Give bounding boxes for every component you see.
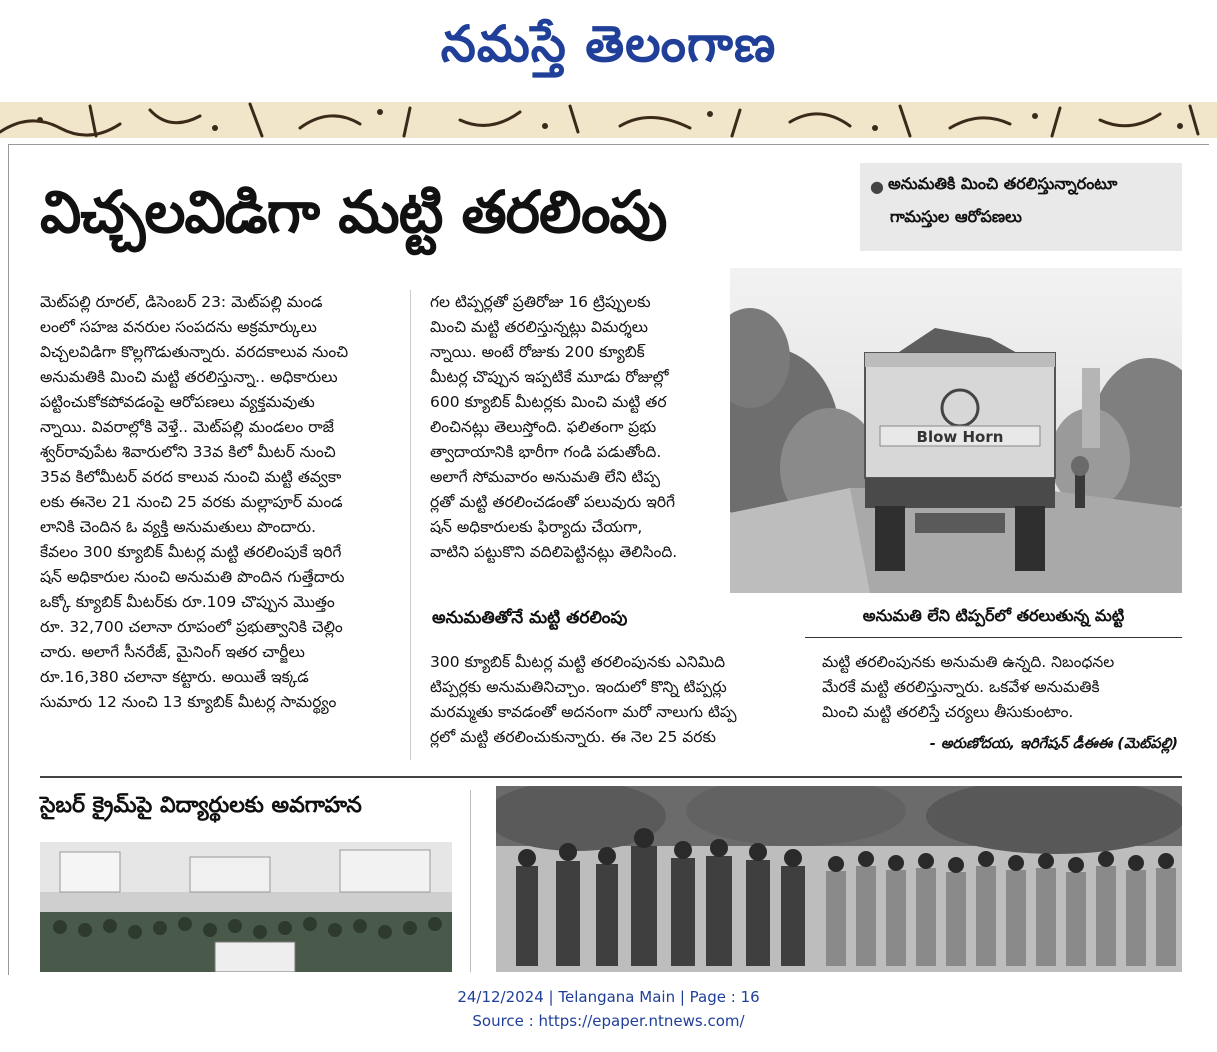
masthead-title: నమస్తే తెలంగాణ — [440, 14, 777, 73]
text-line: 300 క్యూబిక్‌ మీటర్ల మట్టి తరలింపునకు ఎనిమిది — [430, 653, 726, 671]
article-column-3b — [822, 650, 1178, 725]
text-line: గల టిప్పర్లతో ప్రతిరోజు 16 ట్రిప్పులకు — [430, 293, 651, 311]
text-line: రూ.16,380 చలానా కట్టారు. అయితే ఇక్కడ — [40, 668, 309, 686]
section-rule — [40, 776, 1182, 778]
text-line: అనుమతికి మించి మట్టి తరలిస్తున్నా.. అధికారులు — [40, 368, 338, 386]
decorative-banner — [0, 102, 1217, 138]
text-line: అలాగే సోమవారం అనుమతి లేని టిప్ప — [430, 468, 660, 486]
subhead-line: గామస్తుల ఆరోపణలు — [890, 207, 1022, 226]
truck-sign-text: Blow Horn — [916, 428, 1004, 446]
text-line: మెట్‌పల్లి రూరల్‌, డిసెంబర్‌ 23: మెట్‌పల్లి మండ — [40, 293, 323, 311]
text-line: చారు. అలాగే సీనరేజ్‌, మైనింగ్‌ ఇతర చార్జీలు — [40, 643, 305, 661]
students-gathering-photo — [40, 842, 452, 972]
text-line: మరమ్మతు కావడంతో అదనంగా మరో నాలుగు టిప్ప — [430, 703, 737, 721]
text-line: మట్టి తరలింపునకు అనుమతి ఉన్నది. నిబంధనల — [822, 653, 1115, 671]
text-line: షన్‌ అధికారులకు ఫిర్యాదు చేయగా, — [430, 518, 643, 536]
article-column-1 — [40, 290, 398, 715]
text-line: లంలో సహజ వనరుల సంపదను అక్రమార్కులు — [40, 318, 317, 336]
text-line: పట్టించుకోకపోవడంపై ఆరోపణలు వ్యక్తమవుతు — [40, 393, 315, 411]
text-line: మించి మట్టి తరలిస్తున్నట్లు విమర్శలు — [430, 318, 649, 336]
text-line: మించి మట్టి తరలిస్తే చర్యలు తీసుకుంటాం. — [822, 703, 1074, 721]
article-column-2 — [430, 290, 720, 565]
subhead-line: అనుమతికి మించి తరలిస్తున్నారంటూ — [888, 174, 1118, 193]
subheading: అనుమతితోనే మట్టి తరలింపు — [432, 608, 628, 628]
bullet-icon: ● — [870, 177, 884, 196]
text-line: కేవలం 300 క్యూబిక్‌ మీటర్ల మట్టి తరలింపుకే ఇరిగే — [40, 543, 342, 561]
text-line: మేరకే మట్టి తరలిస్తున్నారు. ఒకవేళ అనుమతికి — [822, 678, 1100, 696]
text-line: ఒక్కో క్యూబిక్‌ మీటర్‌కు రూ.109 చొప్పున మొత్తం — [40, 593, 335, 611]
column-divider — [470, 790, 471, 972]
footer-source-link[interactable]: Source : https://epaper.ntnews.com/ — [472, 1012, 745, 1030]
subhead-box — [860, 163, 1182, 251]
text-line: లానికి చెందిన ఓ వ్యక్తి అనుమతులు పొందారు. — [40, 518, 317, 536]
text-line: టిప్పర్లకు అనుమతినిచ్చాం. ఇందులో కొన్ని టిప్పర్లు — [430, 678, 727, 696]
article2-headline: సైబర్‌ క్రైమ్‌పై విద్యార్థులకు అవగాహన — [40, 793, 362, 818]
text-line: మీటర్ల చొప్పున ఇప్పటికే మూడు రోజుల్లో — [430, 368, 669, 386]
students-group-photo — [496, 786, 1182, 972]
text-line: వాటిని పట్టుకొని వదిలిపెట్టినట్లు తెలిసింది. — [430, 543, 678, 561]
text-line: లకు ఈనెల 21 నుంచి 25 వరకు మల్లాపూర్‌ మండ — [40, 493, 343, 511]
masthead — [0, 0, 1217, 100]
text-line: న్నాయి. అంటే రోజుకు 200 క్యూబిక్‌ — [430, 343, 645, 361]
text-line: ర్లతో మట్టి తరలించడంతో పలువురు ఇరిగే — [430, 493, 676, 511]
truck-photo — [730, 268, 1182, 593]
text-line: శ్వర్‌రావుపేట శివారులోని 33వ కిలో మీటర్‌ నుంచి — [40, 443, 336, 461]
text-line: షన్‌ అధికారుల నుంచి అనుమతి పొందిన గుత్తేదారు — [40, 568, 345, 586]
text-line: విచ్చలవిడిగా కొల్లగొడుతున్నారు. వరదకాలువ నుంచి — [40, 343, 349, 361]
column-divider — [410, 290, 411, 760]
photo-caption: అనుమతి లేని టిప్పర్‌లో తరలుతున్న మట్టి — [805, 606, 1182, 638]
text-line: సుమారు 12 నుంచి 13 క్యూబిక్‌ మీటర్ల సామర్థ్యం — [40, 693, 337, 711]
text-line: 35వ కిలోమీటర్‌ వరద కాలువ నుంచి మట్టి తవ్వకా — [40, 468, 342, 486]
article-column-3a — [430, 650, 790, 750]
footer-date-page: 24/12/2024 | Telangana Main | Page : 16 — [457, 988, 760, 1006]
text-line: 600 క్యూబిక్‌ మీటర్లకు మించి మట్టి తర — [430, 393, 667, 411]
quote-attribution: - అరుణోదయ, ఇరిగేషన్‌ డీఈఈ (మెట్‌పల్లి) — [929, 736, 1178, 752]
text-line: ర్లలో మట్టి తరలించుకున్నారు. ఈ నెల 25 వరకు — [430, 728, 716, 746]
text-line: రూ. 32,700 చలానా రూపంలో ప్రభుత్వానికి చెల్లిం — [40, 618, 343, 636]
text-line: న్నాయి. వివరాల్లోకి వెళ్తే.. మెట్‌పల్లి మండలం రాజే — [40, 418, 335, 436]
text-line: లించినట్లు తెలుస్తోంది. ఫలితంగా ప్రభు — [430, 418, 657, 436]
headline: విచ్చలవిడిగా మట్టి తరలింపు — [40, 178, 667, 246]
text-line: త్వాదాయానికి భారీగా గండి పడుతోంది. — [430, 443, 662, 461]
